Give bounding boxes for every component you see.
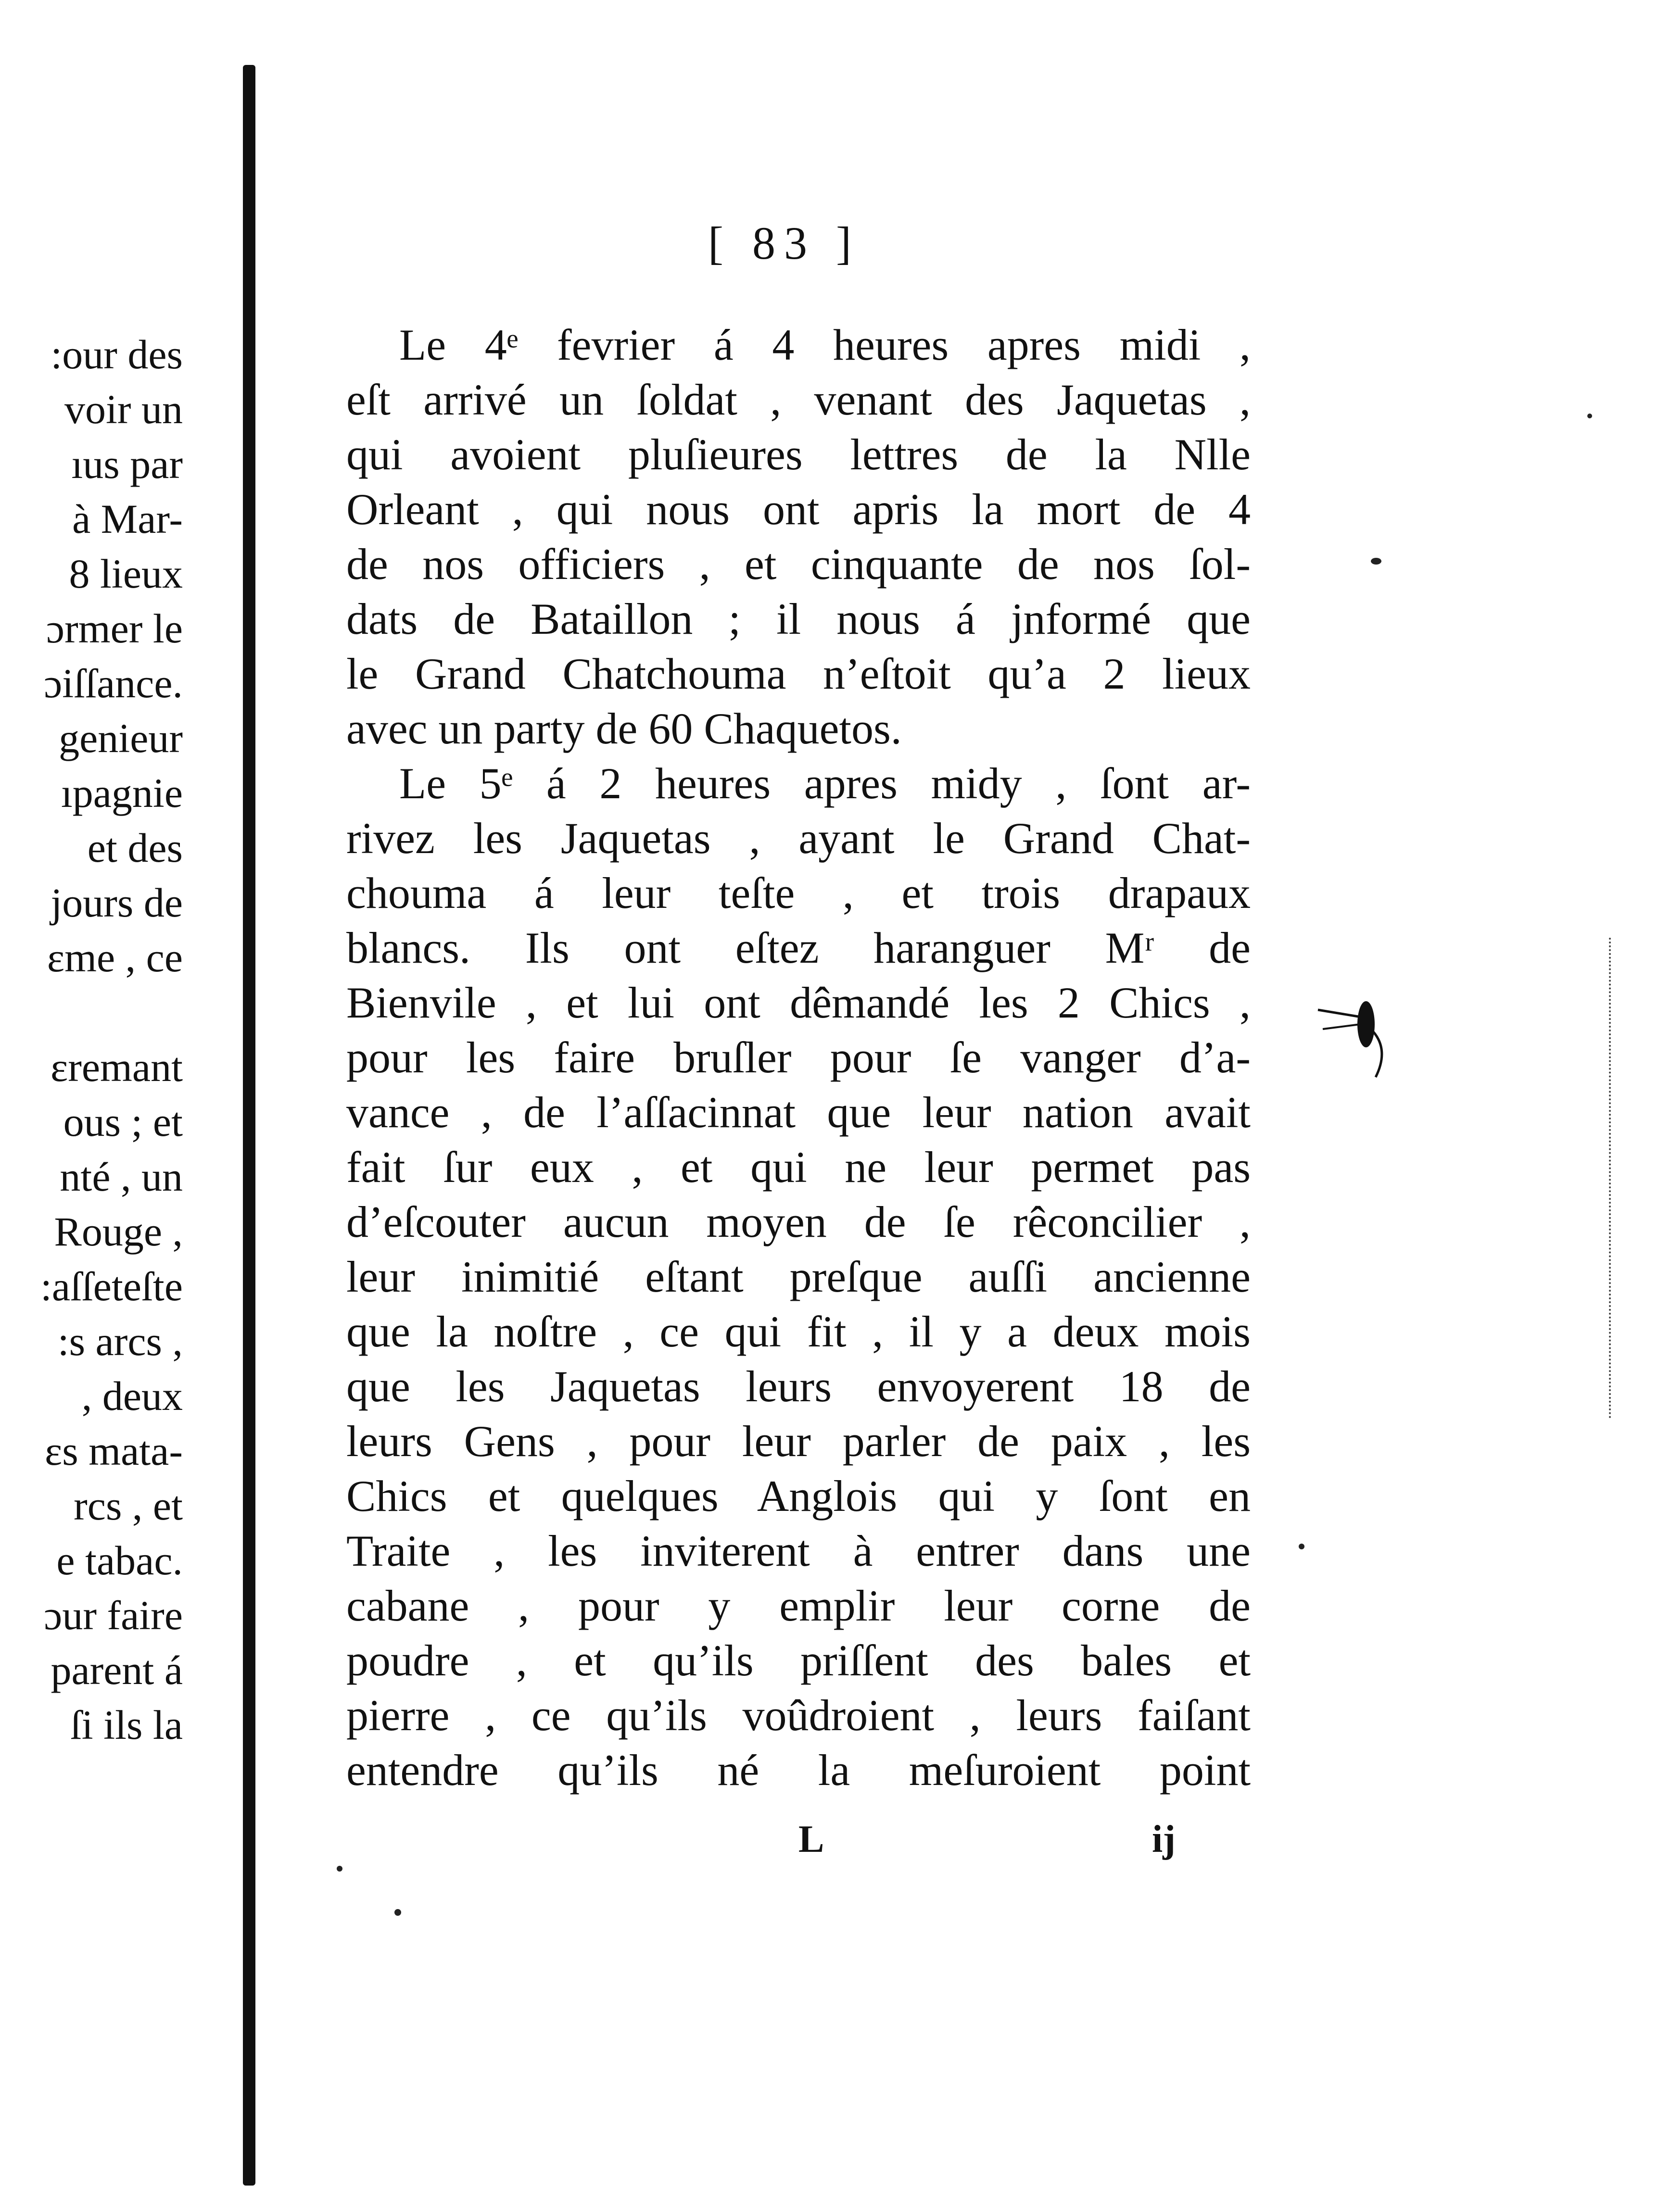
previous-page-line: :aſſeteſte [40,1263,183,1309]
body-line: eſt arrivé un ſoldat , venant des Jaquetas , [346,375,1251,424]
previous-page-line: ɛs mata- [45,1428,183,1474]
page-number: [ 83 ] [708,217,860,269]
body-line: qui avoient pluſieures lettres de la Nlle [346,430,1251,479]
body-line: cabane , pour y emplir leur corne de [346,1581,1251,1630]
catchword: ij [1152,1818,1176,1860]
body-line: vance , de l’aſſacinnat que leur nation avait [346,1088,1251,1137]
previous-page-line: :our des [51,331,183,377]
body-line: blancs. Ils ont eſtez haranguer Mʳ de [346,923,1251,972]
previous-page-line: :s arcs , [57,1318,183,1364]
ink-speck [1371,558,1381,565]
body-line: rivez les Jaquetas , ayant le Grand Chat- [346,814,1251,863]
body-text [346,317,1251,1797]
body-line: que la noſtre , ce qui fit , il y a deux mois [346,1307,1251,1356]
body-line: entendre qu’ils né la meſuroient point [346,1746,1251,1795]
previous-page-line: à Mar- [72,496,183,542]
previous-page-line: ıpagnie [61,770,183,816]
body-line: avec un party de 60 Chaquetos. [346,704,902,753]
previous-page-line: ɛremant [51,1044,183,1090]
ink-speck [1587,414,1592,418]
body-line: Traite , les inviterent à entrer dans une [346,1526,1251,1575]
previous-page-line: ıus par [71,441,183,487]
body-line: Orleant , qui nous ont apris la mort de 4 [346,485,1251,534]
body-line: fait ſur eux , et qui ne leur permet pas [346,1143,1251,1192]
previous-page-line: nté , un [60,1154,183,1200]
body-line: Le 4ᵉ fevrier á 4 heures apres midi , [399,320,1251,369]
gutter-binding-shadow [243,65,255,2186]
previous-page-line: parent á [51,1647,183,1693]
body-line: pierre , ce qu’ils voûdroient , leurs faiſant [346,1691,1251,1740]
previous-page-line: et des [87,825,183,871]
previous-page-line: voir un [64,386,183,432]
body-line: de nos officiers , et cinquante de nos ſol- [346,540,1251,589]
previous-page-line: jours de [51,880,183,926]
body-line: Le 5ᵉ á 2 heures apres midy , ſont ar- [399,759,1251,808]
previous-page-fragment [0,327,183,1752]
previous-page-line: 8 lieux [69,551,183,597]
body-line: le Grand Chatchouma n’eſtoit qu’a 2 lieux [346,649,1251,698]
body-line: chouma á leur teſte , et trois drapaux [346,868,1251,917]
previous-page-line: ɔur faire [44,1592,183,1638]
body-line: Chics et quelques Anglois qui y ſont en [346,1471,1251,1521]
ink-speck [1299,1544,1304,1549]
body-line: dats de Bataillon ; il nous á jnformé que [346,594,1251,643]
ink-speck [337,1866,342,1872]
edge-marks [1609,938,1618,1419]
body-line: que les Jaquetas leurs envoyerent 18 de [346,1362,1251,1411]
ink-speck [394,1909,401,1916]
body-line: d’eſcouter aucun moyen de ſe rêconcilier , [346,1197,1251,1246]
previous-page-line: ɔiſſance. [44,660,183,706]
previous-page-line: genieur [59,715,183,761]
body-line: leur inimitié eſtant preſque auſſi ancienne [346,1252,1251,1301]
body-line: leurs Gens , pour leur parler de paix , les [346,1417,1251,1466]
signature-mark: L [798,1818,824,1860]
previous-page-line: , deux [81,1373,183,1419]
previous-page-line: e tabac. [56,1537,183,1584]
previous-page-line: ous ; et [63,1099,183,1145]
body-line: Bienvile , et lui ont dêmandé les 2 Chics , [346,978,1251,1027]
ink-blot-insect-icon [1308,976,1419,1087]
previous-page-line [0,985,183,1040]
body-line: poudre , et qu’ils priſſent des bales et [346,1636,1251,1685]
previous-page-line: ſi ils la [70,1702,183,1748]
previous-page-line: Rouge , [54,1208,183,1255]
previous-page-line: ɛme , ce [47,934,183,980]
previous-page-line: ɔrmer le [46,605,183,652]
previous-page-line: rcs , et [74,1483,183,1529]
body-line: pour les faire bruſler pour ſe vanger d’a- [346,1033,1251,1082]
